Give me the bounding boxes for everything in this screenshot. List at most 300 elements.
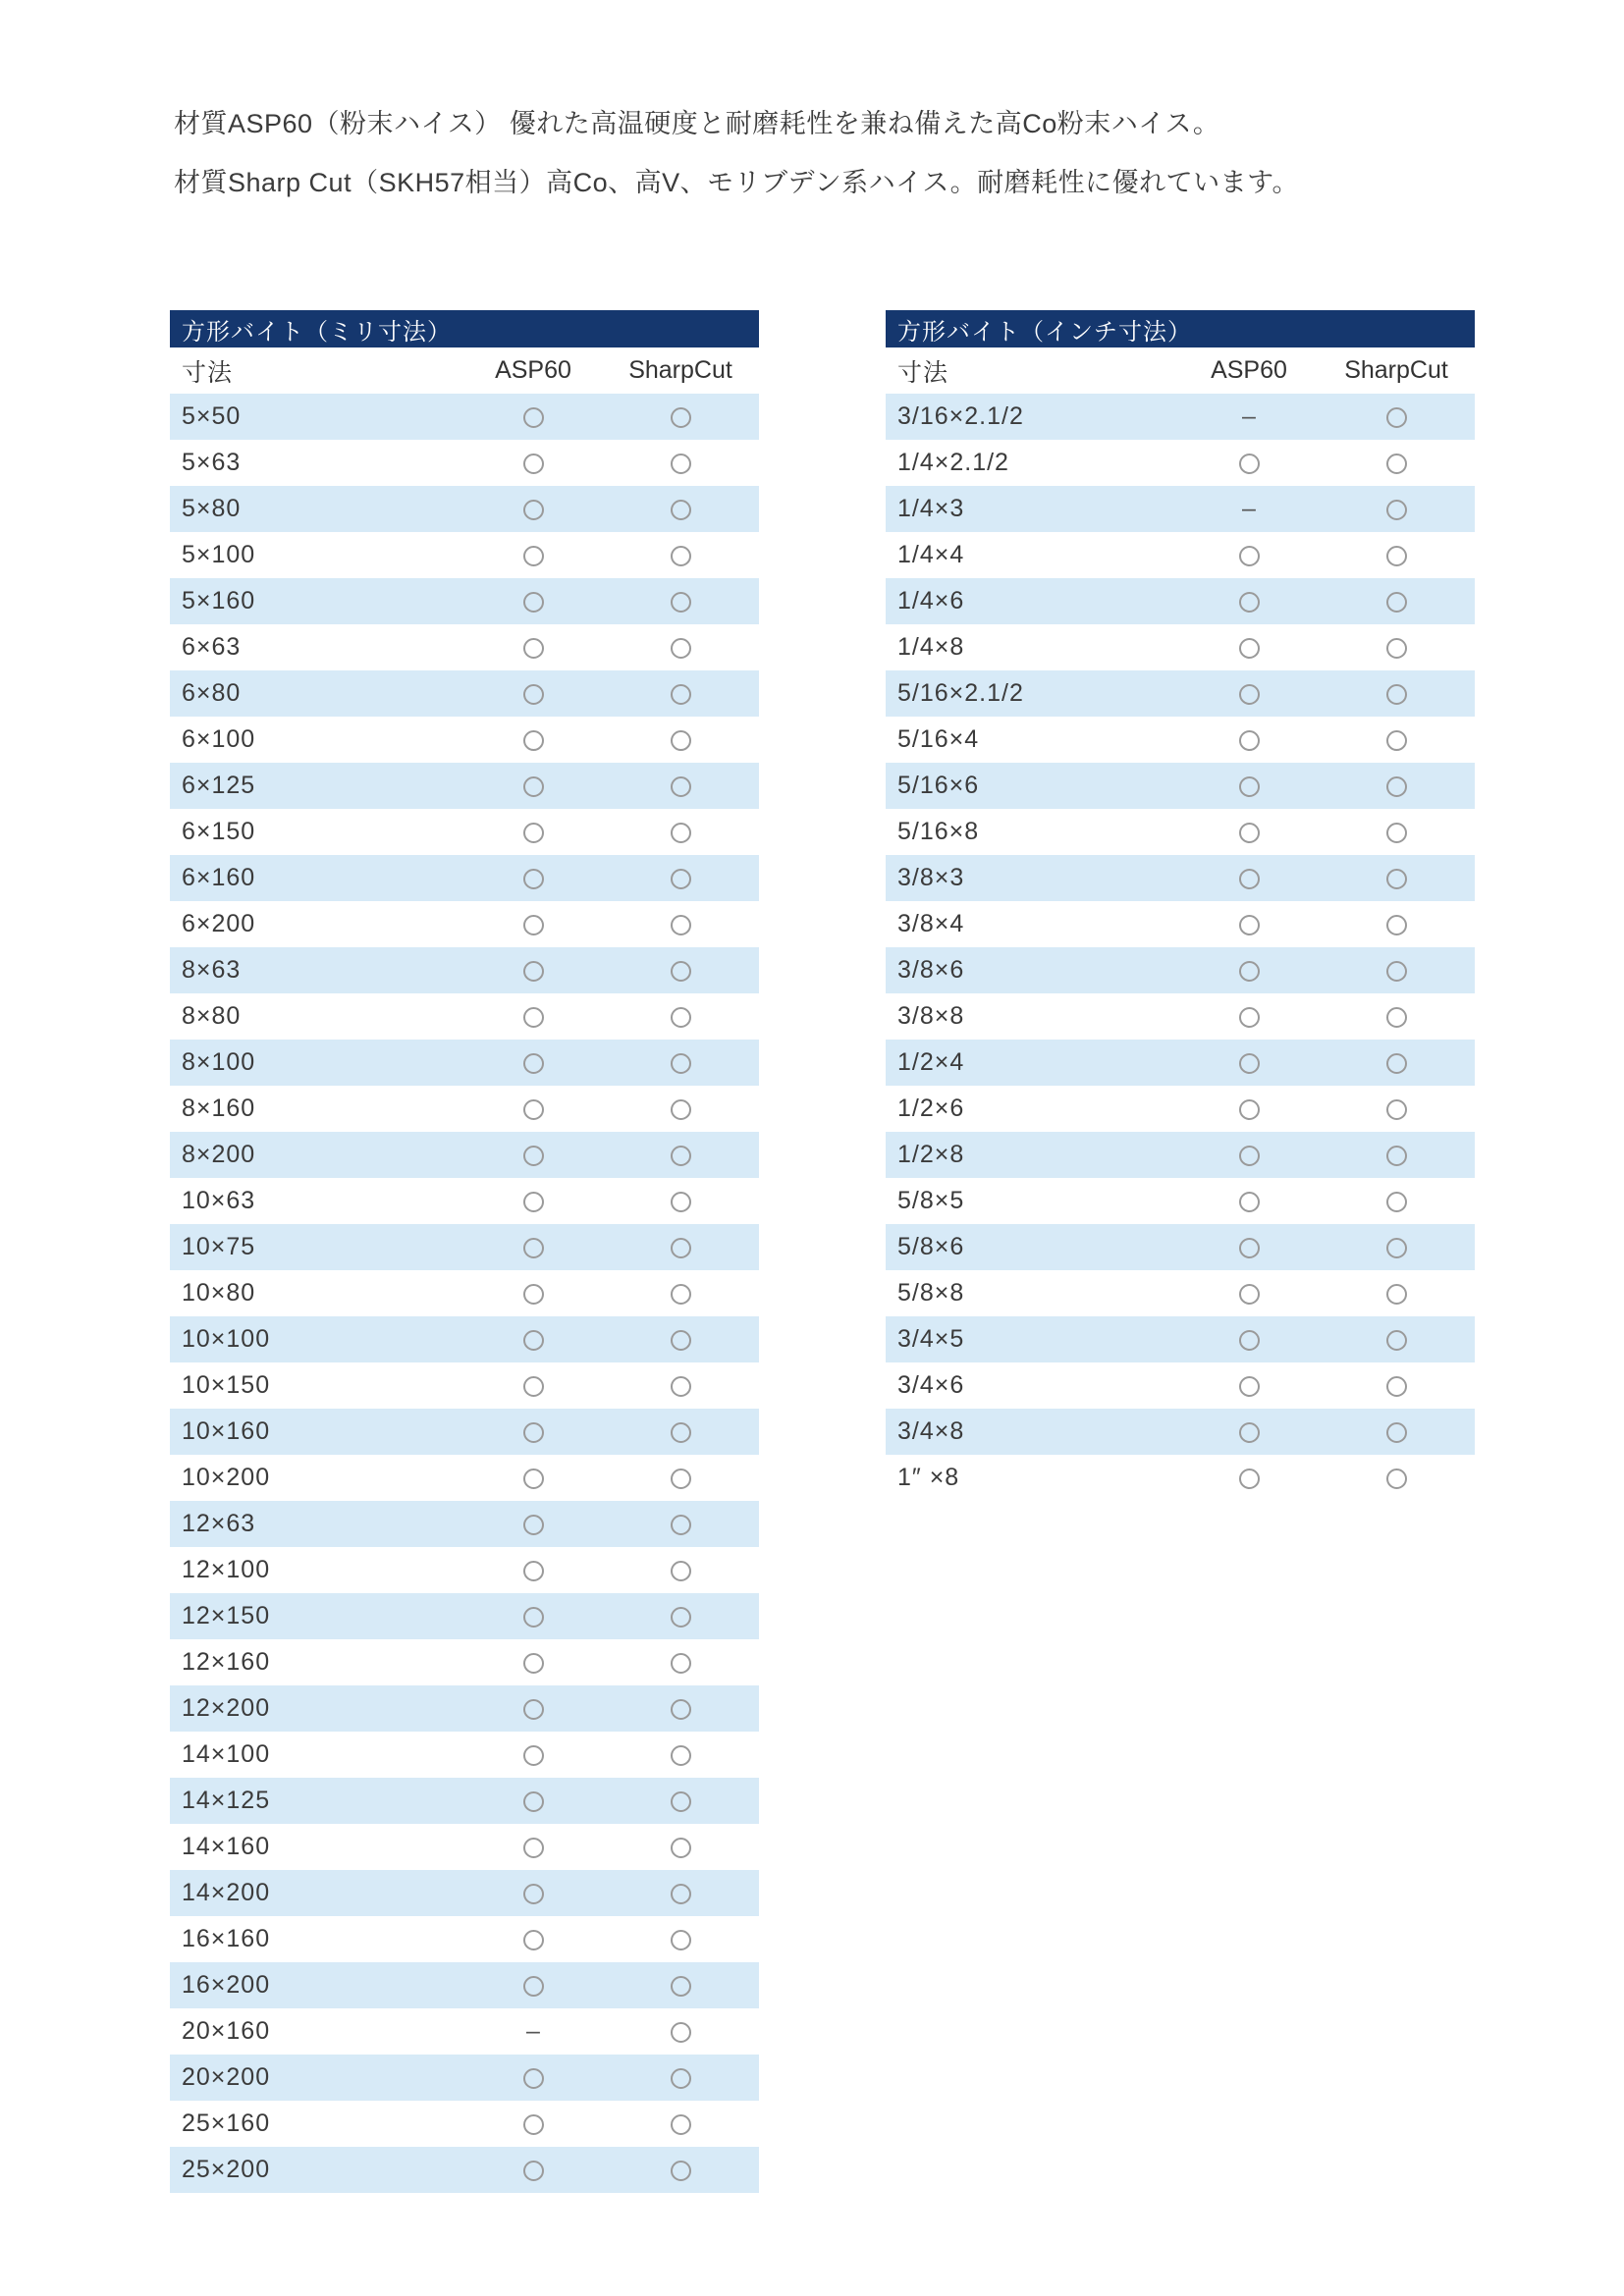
column-header-size: 寸法 [182,358,234,387]
sharpcut-cell [602,1925,759,1953]
sharpcut-cell [1318,818,1475,846]
available-circle-icon [1386,730,1407,751]
size-cell: 5/8×8 [897,1279,965,1307]
available-circle-icon [671,1376,691,1397]
asp60-cell [464,1740,602,1769]
table-row [170,2147,759,2193]
table-row [170,1870,759,1916]
sharpcut-cell [1318,1279,1475,1308]
table-row [170,1916,759,1962]
table-row [886,1270,1475,1316]
sharpcut-cell [602,1787,759,1815]
available-circle-icon [523,546,544,566]
size-cell: 1″ ×8 [897,1464,960,1491]
available-circle-icon [671,1238,691,1258]
table-row [170,440,759,486]
sharpcut-cell [1318,725,1475,754]
sharpcut-cell [602,1694,759,1723]
size-cell: 25×200 [182,2156,271,2183]
asp60-cell [1180,1048,1318,1077]
available-circle-icon [1386,684,1407,705]
size-cell: 10×80 [182,1279,256,1307]
table-row [886,1178,1475,1224]
size-cell: 12×100 [182,1556,271,1583]
size-cell: 5/16×8 [897,818,980,845]
table-row [886,670,1475,717]
available-circle-icon [1386,638,1407,659]
table-row [886,440,1475,486]
size-cell: 10×63 [182,1187,256,1214]
sharpcut-cell [1318,1002,1475,1031]
not-available-dash: – [1242,402,1256,430]
asp60-cell [464,633,602,662]
sharpcut-cell [602,1002,759,1031]
table-row [170,578,759,624]
available-circle-icon [1239,1099,1260,1120]
available-circle-icon [523,2161,544,2181]
size-cell: 5×63 [182,449,242,476]
available-circle-icon [1239,915,1260,935]
available-circle-icon [671,2022,691,2043]
table-row [170,1270,759,1316]
size-cell: 6×80 [182,679,242,707]
table-row [886,1086,1475,1132]
available-circle-icon [671,1653,691,1674]
not-available-dash: – [1242,495,1256,522]
table-row [170,1178,759,1224]
size-cell: 16×200 [182,1971,271,1999]
size-cell: 5×50 [182,402,242,430]
table-row [170,1639,759,1685]
asp60-cell [464,679,602,708]
available-circle-icon [671,2114,691,2135]
available-circle-icon [1239,1468,1260,1489]
table-row [886,1362,1475,1409]
asp60-cell [464,1464,602,1492]
available-circle-icon [1386,1330,1407,1351]
size-cell: 8×63 [182,956,242,984]
table-row [886,763,1475,809]
asp60-cell [464,956,602,985]
sharpcut-cell [602,2156,759,2184]
sharpcut-cell [602,725,759,754]
sharpcut-cell [602,1371,759,1400]
material-description-line-asp60: 材質ASP60（粉末ハイス） 優れた高温硬度と耐磨耗性を兼ね備えた高Co粉末ハイス。 [174,109,1220,138]
available-circle-icon [1386,454,1407,474]
asp60-cell [464,541,602,569]
available-circle-icon [671,684,691,705]
available-circle-icon [523,1376,544,1397]
table-row [170,1962,759,2008]
asp60-cell [464,1833,602,1861]
table-header-row [886,347,1475,394]
asp60-cell [1180,956,1318,985]
size-cell: 8×160 [182,1095,256,1122]
table-row [170,1593,759,1639]
available-circle-icon [523,1838,544,1858]
size-cell: 6×150 [182,818,256,845]
asp60-cell [464,402,602,431]
sharpcut-cell [602,956,759,985]
asp60-cell [464,1141,602,1169]
asp60-cell [1180,1371,1318,1400]
size-cell: 6×63 [182,633,242,661]
size-cell: 10×150 [182,1371,271,1399]
sharpcut-cell [1318,1464,1475,1492]
column-header-sharpcut: SharpCut [628,356,732,384]
size-cell: 1/2×6 [897,1095,965,1122]
table-row [170,532,759,578]
available-circle-icon [1386,1192,1407,1212]
size-cell: 1/4×8 [897,633,965,661]
asp60-cell [464,2063,602,2092]
sharpcut-cell [602,772,759,800]
available-circle-icon [671,1838,691,1858]
sharpcut-cell [602,633,759,662]
available-circle-icon [523,1238,544,1258]
size-cell: 5/8×6 [897,1233,965,1260]
sharpcut-cell [602,1971,759,2000]
table-row [170,993,759,1040]
available-circle-icon [523,869,544,889]
table-row [170,1132,759,1178]
available-circle-icon [671,1146,691,1166]
available-circle-icon [671,1884,691,1904]
available-circle-icon [1239,961,1260,982]
available-circle-icon [523,454,544,474]
asp60-cell [1180,1002,1318,1031]
table-row [170,1685,759,1732]
asp60-cell [1180,1095,1318,1123]
table-title: 方形バイト（インチ寸法） [886,310,1475,347]
size-cell: 3/8×8 [897,1002,965,1030]
table-row [170,1455,759,1501]
sharpcut-cell [1318,587,1475,615]
sharpcut-cell [602,541,759,569]
sharpcut-cell [602,1556,759,1584]
table-row [170,2055,759,2101]
sharpcut-cell [602,449,759,477]
table-row [170,1316,759,1362]
available-circle-icon [671,1422,691,1443]
column-header-size: 寸法 [897,358,949,387]
column-header-sharpcut: SharpCut [1344,356,1448,384]
asp60-cell [464,2156,602,2184]
available-circle-icon [523,1515,544,1535]
sharpcut-cell [602,402,759,431]
size-cell: 1/4×3 [897,495,965,522]
sharpcut-cell [602,1740,759,1769]
size-cell: 16×160 [182,1925,271,1952]
available-circle-icon [1386,869,1407,889]
asp60-cell [464,1325,602,1354]
available-circle-icon [1239,1330,1260,1351]
available-circle-icon [671,2068,691,2089]
sharpcut-cell [602,2017,759,2046]
table-row [170,809,759,855]
table-row [886,901,1475,947]
asp60-cell [464,1233,602,1261]
asp60-cell [464,1925,602,1953]
size-cell: 6×125 [182,772,256,799]
size-cell: 14×125 [182,1787,271,1814]
size-cell: 3/8×6 [897,956,965,984]
sharpcut-cell [602,1187,759,1215]
asp60-cell [1180,1464,1318,1492]
sharpcut-cell [602,1048,759,1077]
available-circle-icon [1386,1284,1407,1305]
available-circle-icon [671,1284,691,1305]
available-circle-icon [1386,1099,1407,1120]
asp60-cell [464,1971,602,2000]
sharpcut-cell [1318,1233,1475,1261]
table-row [886,1040,1475,1086]
available-circle-icon [1386,823,1407,843]
size-cell: 20×160 [182,2017,271,2045]
available-circle-icon [1239,1238,1260,1258]
sharpcut-cell [602,1879,759,1907]
asp60-cell [1180,864,1318,892]
sharpcut-cell [602,818,759,846]
table-row [170,763,759,809]
size-cell: 14×100 [182,1740,271,1768]
table-row [170,2008,759,2055]
sharpcut-cell [602,587,759,615]
square-bite-mm-table [170,310,759,2193]
available-circle-icon [671,915,691,935]
table-row [170,394,759,440]
available-circle-icon [1239,1284,1260,1305]
asp60-cell [1180,1325,1318,1354]
available-circle-icon [523,684,544,705]
available-circle-icon [523,2068,544,2089]
asp60-cell [464,587,602,615]
table-row [170,1224,759,1270]
size-cell: 5/8×5 [897,1187,965,1214]
table-row [886,1409,1475,1455]
size-cell: 12×200 [182,1694,271,1722]
table-row [886,993,1475,1040]
available-circle-icon [1386,1146,1407,1166]
available-circle-icon [523,1976,544,1997]
table-row [886,1316,1475,1362]
table-row [170,624,759,670]
available-circle-icon [671,1330,691,1351]
available-circle-icon [523,1422,544,1443]
size-cell: 12×63 [182,1510,256,1537]
size-cell: 6×160 [182,864,256,891]
table-row [170,486,759,532]
available-circle-icon [523,1884,544,1904]
available-circle-icon [1239,546,1260,566]
sharpcut-cell [1318,495,1475,523]
available-circle-icon [671,1192,691,1212]
available-circle-icon [671,1791,691,1812]
available-circle-icon [523,1561,544,1581]
size-cell: 10×75 [182,1233,256,1260]
available-circle-icon [671,454,691,474]
available-circle-icon [671,1607,691,1628]
available-circle-icon [1239,1053,1260,1074]
sharpcut-cell [602,495,759,523]
asp60-cell [464,1048,602,1077]
table-row [170,1409,759,1455]
size-cell: 3/4×6 [897,1371,965,1399]
size-cell: 5/16×4 [897,725,980,753]
available-circle-icon [671,1930,691,1950]
available-circle-icon [523,730,544,751]
sharpcut-cell [602,2063,759,2092]
available-circle-icon [1386,1238,1407,1258]
size-cell: 8×100 [182,1048,256,1076]
sharpcut-cell [1318,1371,1475,1400]
sharpcut-cell [1318,864,1475,892]
available-circle-icon [671,592,691,613]
sharpcut-cell [1318,1187,1475,1215]
sharpcut-cell [1318,1048,1475,1077]
table-row [170,901,759,947]
available-circle-icon [671,1515,691,1535]
table-row [886,809,1475,855]
asp60-cell [464,910,602,938]
available-circle-icon [523,915,544,935]
available-circle-icon [523,1284,544,1305]
available-circle-icon [1386,1007,1407,1028]
sharpcut-cell [602,1464,759,1492]
sharpcut-cell [1318,1141,1475,1169]
size-cell: 6×100 [182,725,256,753]
sharpcut-cell [1318,1417,1475,1446]
available-circle-icon [523,1192,544,1212]
available-circle-icon [523,2114,544,2135]
asp60-cell [464,1279,602,1308]
sharpcut-cell [602,1095,759,1123]
table-row [886,532,1475,578]
available-circle-icon [1239,1146,1260,1166]
available-circle-icon [1239,1422,1260,1443]
available-circle-icon [671,1007,691,1028]
available-circle-icon [1386,1422,1407,1443]
size-cell: 5×100 [182,541,256,568]
table-row [170,1732,759,1778]
asp60-cell [1180,910,1318,938]
asp60-cell [1180,541,1318,569]
available-circle-icon [671,1099,691,1120]
asp60-cell [464,449,602,477]
asp60-cell [1180,679,1318,708]
sharpcut-cell [1318,633,1475,662]
table-row [170,1824,759,1870]
table-row [886,486,1475,532]
square-bite-inch-table [886,310,1475,1501]
available-circle-icon [1386,1376,1407,1397]
available-circle-icon [1386,1053,1407,1074]
sharpcut-cell [1318,541,1475,569]
available-circle-icon [523,407,544,428]
size-cell: 8×200 [182,1141,256,1168]
available-circle-icon [523,1007,544,1028]
available-circle-icon [523,1468,544,1489]
asp60-cell [464,1556,602,1584]
table-header-row [170,347,759,394]
asp60-cell [1180,818,1318,846]
available-circle-icon [671,730,691,751]
size-cell: 3/16×2.1/2 [897,402,1024,430]
sharpcut-cell [602,1602,759,1630]
available-circle-icon [671,776,691,797]
not-available-dash: – [526,2017,540,2045]
size-cell: 14×160 [182,1833,271,1860]
asp60-cell [1180,1187,1318,1215]
asp60-cell [1180,1417,1318,1446]
sharpcut-cell [602,910,759,938]
size-cell: 3/8×4 [897,910,965,937]
available-circle-icon [523,961,544,982]
asp60-cell [464,1371,602,1400]
available-circle-icon [1386,961,1407,982]
size-cell: 1/4×2.1/2 [897,449,1009,476]
available-circle-icon [523,1791,544,1812]
available-circle-icon [1386,776,1407,797]
available-circle-icon [523,823,544,843]
available-circle-icon [1386,1468,1407,1489]
size-cell: 3/4×8 [897,1417,965,1445]
size-cell: 8×80 [182,1002,242,1030]
available-circle-icon [523,1053,544,1074]
size-cell: 12×160 [182,1648,271,1676]
available-circle-icon [671,1976,691,1997]
available-circle-icon [1239,1007,1260,1028]
available-circle-icon [671,2161,691,2181]
available-circle-icon [671,638,691,659]
column-header-asp60: ASP60 [1211,356,1287,384]
asp60-cell [464,1417,602,1446]
sharpcut-cell [602,1648,759,1677]
table-row [886,624,1475,670]
asp60-cell [464,2017,602,2046]
available-circle-icon [523,1653,544,1674]
available-circle-icon [523,1330,544,1351]
available-circle-icon [1386,407,1407,428]
available-circle-icon [523,592,544,613]
available-circle-icon [671,1699,691,1720]
table-row [886,394,1475,440]
available-circle-icon [1239,1376,1260,1397]
size-cell: 1/2×8 [897,1141,965,1168]
asp60-cell [1180,725,1318,754]
table-row [170,717,759,763]
size-cell: 5×80 [182,495,242,522]
available-circle-icon [1239,684,1260,705]
asp60-cell [464,1510,602,1538]
available-circle-icon [523,1699,544,1720]
table-row [170,2101,759,2147]
size-cell: 6×200 [182,910,256,937]
asp60-cell [1180,495,1318,523]
size-cell: 10×200 [182,1464,271,1491]
available-circle-icon [523,1745,544,1766]
size-cell: 5/16×6 [897,772,980,799]
asp60-cell [464,1879,602,1907]
table-row [886,855,1475,901]
table-row [170,855,759,901]
asp60-cell [464,1187,602,1215]
available-circle-icon [671,869,691,889]
available-circle-icon [523,1607,544,1628]
asp60-cell [1180,1141,1318,1169]
available-circle-icon [523,1099,544,1120]
available-circle-icon [671,500,691,520]
